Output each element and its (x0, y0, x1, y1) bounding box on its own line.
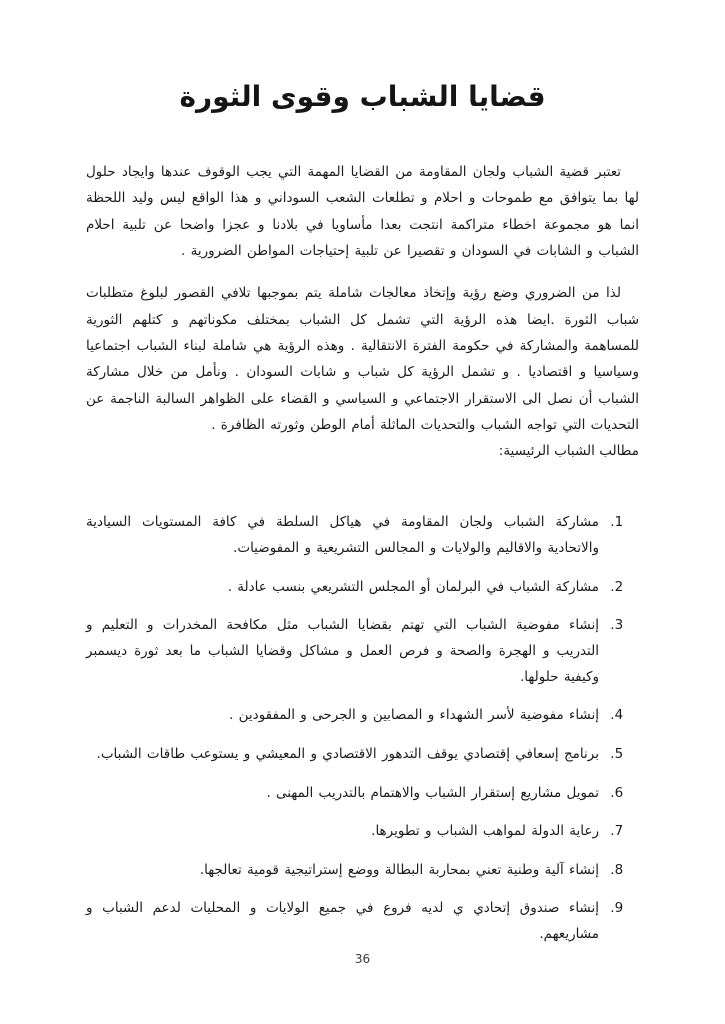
page-title: قضايا الشباب وقوى الثورة (179, 80, 546, 113)
list-item: 4. إنشاء مفوضية لأسر الشهداء و المصابين و الجرحى و المفقودين . (86, 703, 605, 729)
list-item: 1. مشاركة الشباب ولجان المقاومة في هياكل السلطة في كافة المستويات السيادية والاتحادية والاقاليم والولايات و المجالس التشريعية و المفوضيات. (86, 510, 605, 561)
list-item: 7. رعاية الدولة لمواهب الشباب و تطويرها. (86, 819, 605, 845)
list-item: 2. مشاركة الشباب في البرلمان أو المجلس التشريعي بنسب عادلة . (86, 575, 605, 601)
demands-list (86, 510, 639, 947)
demands-heading: مطالب الشباب الرئيسية: (498, 443, 639, 460)
list-item: 5. برنامج إسعافي إقتصادي يوقف التدهور الاقتصادي و المعيشي و يستوعب طاقات الشباب. (86, 742, 605, 768)
list-item: 3. إنشاء مفوضية الشباب التي تهتم بقضايا الشباب مثل مكافحة المخدرات و التعليم و التدريب و الهجرة والصحة و فرص العمل و مشاكل وقضايا الشباب ما بعد ثورة ديسمبر وكيفية حلولها. (86, 613, 605, 690)
list-item: 9. إنشاء صندوق إتحادي ي لديه فروع في جميع الولايات و المحليات لدعم الشباب و مشاريعهم. (86, 896, 605, 947)
page-number: 36 (354, 952, 371, 966)
list-item: 6. تمويل مشاريع إستقرار الشباب والاهتمام بالتدريب المهنى . (86, 781, 605, 807)
paragraph-intro: تعتبر قضية الشباب ولجان المقاومة من القضايا المهمة التي يجب الوقوف عندها وايجاد حلول لها بما يتوافق مع طموحات و احلام و تطلعات الشعب السوداني و هذا الواقع ليس وليد اللحظة انما هو مجموعة اخطاء متراكمة انتجت بعدا مأساويا في بلادنا و عجزا واضحا عن تلبية احلام الشباب و الشابات في السودان و تقصيرا عن تلبية إحتياجات المواطن الضرورية . (86, 164, 639, 259)
paragraph-vision: لذا من الضروري وضع رؤية وإتخاذ معالجات شاملة يتم بموجبها تلافي القصور لبلوغ متطلبات شباب الثورة .ايضا هذه الرؤية التي تشمل كل الشباب بمختلف مكوناتهم و كتلهم الثورية للمساهمة والمشاركة في حكومة الفترة الانتقالية . وهذه الرؤية هي شاملة لبناء الشباب اجتماعيا وسياسيا و اقتصاديا . و تشمل الرؤية كل شباب و شابات السودان . ونأمل من خلال مشاركة الشباب أن نصل الى الاستقرار الاجتماعي و السياسي و القضاء على الظواهر السالبة الناجمة عن التحديات التي تواجه الشباب والتحديات الماثلة أمام الوطن وثورته الظافرة . (86, 285, 639, 433)
list-item: 8. إنشاء آلية وطنية تعني بمحاربة البطالة ووضع إستراتيجية قومية تعالجها. (86, 858, 605, 884)
